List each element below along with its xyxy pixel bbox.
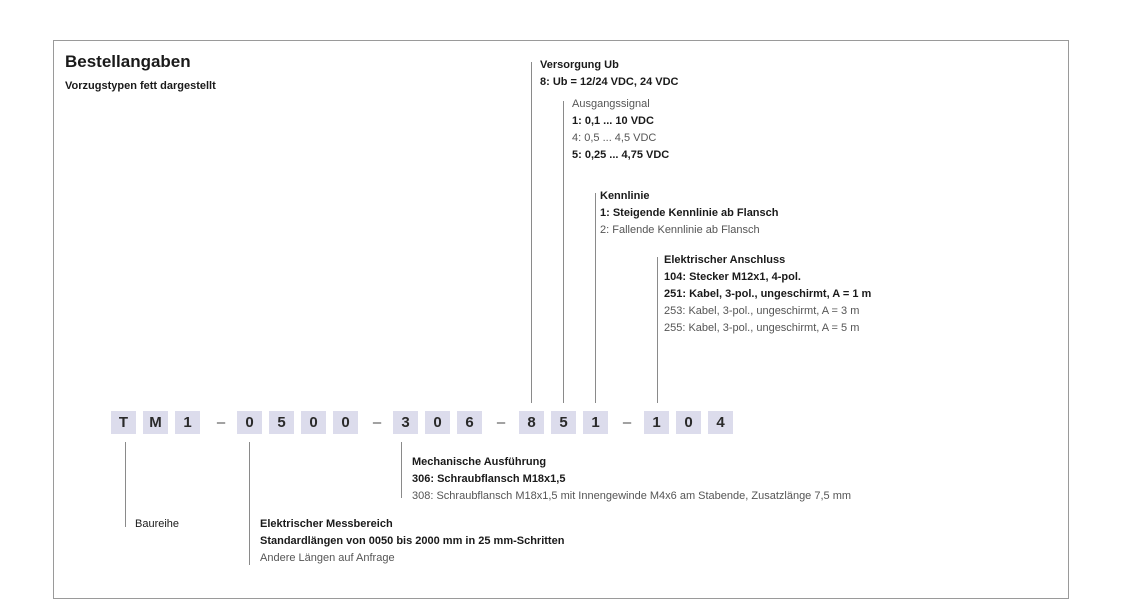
kennlinie-option-2: 2: Fallende Kennlinie ab Flansch <box>600 224 760 236</box>
code-box: 5 <box>269 411 294 434</box>
code-box: 0 <box>333 411 358 434</box>
page-title: Bestellangaben <box>65 52 191 71</box>
leader-line-anschluss <box>657 257 658 403</box>
kennlinie-option-1: 1: Steigende Kennlinie ab Flansch <box>600 207 779 219</box>
group-baureihe <box>135 516 179 533</box>
code-separator: – <box>216 414 226 431</box>
code-box: 0 <box>237 411 262 434</box>
code-separator: – <box>622 414 632 431</box>
kennlinie-heading: Kennlinie <box>600 190 650 202</box>
messbereich-option-andere: Andere Längen auf Anfrage <box>260 552 395 564</box>
mechanik-option-308: 308: Schraubflansch M18x1,5 mit Innengewinde M4x6 am Stabende, Zusatzlänge 7,5 mm <box>412 490 852 502</box>
ausgangssignal-option-5: 5: 0,25 ... 4,75 VDC <box>572 149 670 161</box>
code-box: M <box>143 411 168 434</box>
anschluss-heading: Elektrischer Anschluss <box>664 254 786 266</box>
group-ausgangssignal <box>572 96 669 164</box>
code-separator: – <box>372 414 382 431</box>
leader-line-kennlinie <box>595 193 596 403</box>
code-box: 1 <box>644 411 669 434</box>
leader-line-baureihe <box>125 442 126 527</box>
code-box: 1 <box>175 411 200 434</box>
anschluss-option-255: 255: Kabel, 3-pol., ungeschirmt, A = 5 m <box>664 322 860 334</box>
code-box: 5 <box>551 411 576 434</box>
group-messbereich <box>260 516 564 567</box>
versorgung-option-8: 8: Ub = 12/24 VDC, 24 VDC <box>540 76 679 88</box>
leader-line-ausgangssignal <box>563 101 564 403</box>
baureihe-label: Baureihe <box>135 518 180 530</box>
anschluss-option-251: 251: Kabel, 3-pol., ungeschirmt, A = 1 m <box>664 288 872 300</box>
code-box: 3 <box>393 411 418 434</box>
code-box: 6 <box>457 411 482 434</box>
ausgangssignal-option-1: 1: 0,1 ... 10 VDC <box>572 115 654 127</box>
code-box: 0 <box>676 411 701 434</box>
code-box: 1 <box>583 411 608 434</box>
ausgangssignal-heading: Ausgangssignal <box>572 98 650 110</box>
code-box: 0 <box>301 411 326 434</box>
mechanik-option-306: 306: Schraubflansch M18x1,5 <box>412 473 566 485</box>
code-box: T <box>111 411 136 434</box>
code-separator: – <box>496 414 506 431</box>
code-box: 4 <box>708 411 733 434</box>
code-box: 0 <box>425 411 450 434</box>
leader-line-messbereich <box>249 442 250 565</box>
leader-line-versorgung <box>531 62 532 403</box>
code-box: 8 <box>519 411 544 434</box>
messbereich-heading: Elektrischer Messbereich <box>260 518 393 530</box>
messbereich-option-standard: Standardlängen von 0050 bis 2000 mm in 25 mm-Schritten <box>260 535 565 547</box>
mechanik-heading: Mechanische Ausführung <box>412 456 547 468</box>
group-kennlinie <box>600 188 778 239</box>
group-anschluss <box>664 252 871 337</box>
ausgangssignal-option-4: 4: 0,5 ... 4,5 VDC <box>572 132 657 144</box>
anschluss-option-253: 253: Kabel, 3-pol., ungeschirmt, A = 3 m <box>664 305 860 317</box>
anschluss-option-104: 104: Stecker M12x1, 4-pol. <box>664 271 801 283</box>
page-subtitle: Vorzugstypen fett dargestellt <box>65 80 216 92</box>
leader-line-mechanik <box>401 442 402 498</box>
versorgung-heading: Versorgung Ub <box>540 59 619 71</box>
group-versorgung <box>540 57 678 91</box>
group-mechanik <box>412 454 851 505</box>
